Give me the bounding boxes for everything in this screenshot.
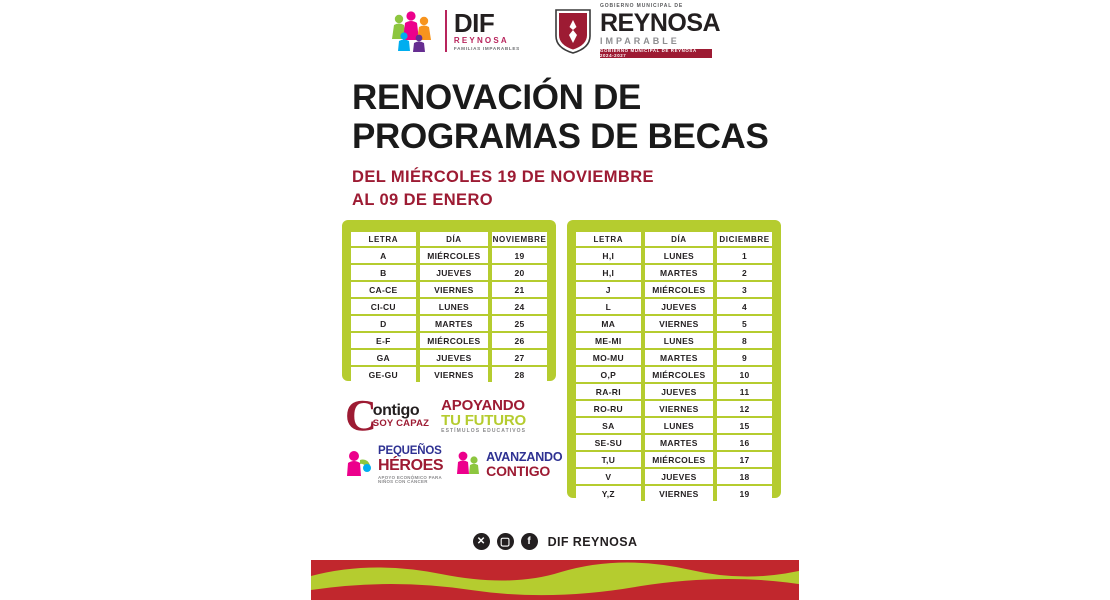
table-row [576, 452, 772, 467]
cell-dia: MIÉRCOLES [418, 333, 491, 348]
column-header-dia: DÍA [418, 232, 491, 246]
cell-fecha: 1 [715, 248, 772, 263]
cell-dia: LUNES [643, 418, 716, 433]
cell-dia: JUEVES [643, 299, 716, 314]
table-row [576, 350, 772, 365]
apoyando-line-2: TU FUTURO [441, 412, 526, 429]
facebook-icon[interactable]: f [521, 533, 538, 550]
apoyando-line-3: ESTÍMULOS EDUCATIVOS [441, 428, 527, 434]
dif-wordmark [445, 10, 520, 52]
cell-fecha: 5 [715, 316, 772, 331]
cell-dia: MIÉRCOLES [418, 248, 491, 263]
cell-dia: JUEVES [643, 469, 716, 484]
table-row [576, 333, 772, 348]
cell-fecha: 21 [490, 282, 547, 297]
cell-letra: SA [576, 418, 643, 433]
cell-dia: LUNES [643, 333, 716, 348]
table-row [576, 384, 772, 399]
cell-fecha: 24 [490, 299, 547, 314]
table-row [351, 248, 547, 263]
date-range-line-2: AL 09 DE ENERO [352, 190, 493, 209]
social-handle: DIF REYNOSA [547, 534, 638, 549]
cell-fecha: 12 [715, 401, 772, 416]
heroes-line-3: APOYO ECONÓMICO PARA NIÑOS CON CÁNCER [378, 474, 442, 484]
program-contigo-soy-capaz [345, 390, 430, 440]
table-row [576, 299, 772, 314]
cell-fecha: 20 [490, 265, 547, 280]
bottom-wave-band [311, 560, 811, 600]
cell-letra: CA-CE [351, 282, 418, 297]
reynosa-sub: IMPARABLE [599, 36, 680, 46]
cell-dia: JUEVES [643, 384, 716, 399]
table-row [351, 316, 547, 331]
cell-fecha: 19 [490, 248, 547, 263]
cell-letra: V [576, 469, 643, 484]
page-title-line-2: PROGRAMAS DE BECAS [352, 117, 769, 157]
cell-fecha: 27 [490, 350, 547, 365]
cell-letra: A [351, 248, 418, 263]
cell-letra: E-F [351, 333, 418, 348]
cell-letra: MA [576, 316, 643, 331]
cell-dia: VIERNES [418, 282, 491, 297]
cell-dia: MIÉRCOLES [643, 452, 716, 467]
cell-letra: H,I [576, 248, 643, 263]
dif-subtitle: REYNOSA [453, 36, 509, 46]
program-avanzando-contigo [455, 449, 562, 482]
cell-letra: SE-SU [576, 435, 643, 450]
cell-fecha: 10 [715, 367, 772, 382]
table-row [351, 265, 547, 280]
date-range-line-1: DEL MIÉRCOLES 19 DE NOVIEMBRE [352, 168, 654, 187]
reynosa-top-line: GOBIERNO MUNICIPAL DE [599, 3, 684, 9]
table-row [576, 367, 772, 382]
heroes-line-2: HÉROES [378, 456, 444, 474]
cell-dia: MARTES [643, 350, 716, 365]
child-hero-icon [345, 448, 373, 483]
cell-letra: GE-GU [351, 367, 418, 382]
column-header-letra: LETRA [351, 232, 418, 246]
table-row [351, 299, 547, 314]
cell-dia: VIERNES [643, 316, 716, 331]
cell-dia: MIÉRCOLES [643, 282, 716, 297]
dif-family-icon [390, 10, 438, 52]
cell-dia: MARTES [643, 435, 716, 450]
cell-fecha: 4 [715, 299, 772, 314]
cell-dia: VIERNES [643, 401, 716, 416]
table-row [576, 418, 772, 433]
table-row [351, 350, 547, 365]
cell-dia: LUNES [643, 248, 716, 263]
table-header-row [351, 232, 547, 246]
cell-dia: MARTES [643, 265, 716, 280]
cell-letra: H,I [576, 265, 643, 280]
program-row-2 [345, 445, 563, 484]
cell-letra: D [351, 316, 418, 331]
dif-tagline: FAMILIAS IMPARABLES [453, 46, 520, 52]
left-gutter [0, 0, 311, 600]
cell-dia: MARTES [418, 316, 491, 331]
cell-letra: RA-RI [576, 384, 643, 399]
schedule-table-diciembre [567, 220, 781, 498]
cell-dia: MIÉRCOLES [643, 367, 716, 382]
cell-fecha: 25 [490, 316, 547, 331]
date-range [352, 166, 772, 211]
cell-dia: JUEVES [418, 350, 491, 365]
cell-fecha: 9 [715, 350, 772, 365]
table-row [351, 282, 547, 297]
cell-fecha: 16 [715, 435, 772, 450]
cell-dia: VIERNES [643, 486, 716, 501]
table-row [576, 486, 772, 501]
cell-letra: L [576, 299, 643, 314]
dif-logo [390, 10, 520, 52]
reynosa-name: REYNOSA [599, 9, 721, 37]
cell-fecha: 19 [715, 486, 772, 501]
page-title-line-1: RENOVACIÓN DE [352, 78, 642, 117]
avanzando-line-1: AVANZANDO [486, 450, 563, 465]
cell-fecha: 17 [715, 452, 772, 467]
cell-letra: MO-MU [576, 350, 643, 365]
heroes-line-1: PEQUEÑOS [378, 445, 442, 457]
cell-fecha: 8 [715, 333, 772, 348]
table-row [351, 367, 547, 382]
column-header-letra: LETRA [576, 232, 643, 246]
table-row [576, 265, 772, 280]
table-row [576, 469, 772, 484]
cell-letra: RO-RU [576, 401, 643, 416]
wheelchair-icon [455, 449, 481, 482]
table-row [576, 248, 772, 263]
cell-letra: Y,Z [576, 486, 643, 501]
cell-letra: J [576, 282, 643, 297]
avanzando-line-2: CONTIGO [486, 463, 551, 480]
table-row [576, 282, 772, 297]
contigo-line-1: ontigo [372, 402, 420, 420]
table-header-row [576, 232, 772, 246]
program-pequenos-heroes [345, 446, 443, 484]
contigo-c-mark: C [345, 390, 377, 440]
apoyando-line-1: APOYANDO [441, 397, 525, 414]
cell-letra: B [351, 265, 418, 280]
title-block [352, 78, 772, 211]
table-row [576, 401, 772, 416]
column-header-mes: DICIEMBRE [715, 232, 772, 246]
cell-fecha: 3 [715, 282, 772, 297]
cell-fecha: 28 [490, 367, 547, 382]
reynosa-logo [554, 4, 720, 58]
cell-letra: O,P [576, 367, 643, 382]
instagram-icon[interactable]: ▢ [497, 533, 514, 550]
cell-fecha: 2 [715, 265, 772, 280]
cell-fecha: 15 [715, 418, 772, 433]
cell-fecha: 26 [490, 333, 547, 348]
column-header-mes: NOVIEMBRE [490, 232, 547, 246]
x-twitter-icon[interactable]: ✕ [473, 533, 490, 550]
cell-letra: T,U [576, 452, 643, 467]
cell-letra: GA [351, 350, 418, 365]
reynosa-wordmark [600, 4, 720, 58]
program-row-1 [345, 390, 560, 440]
cell-dia: JUEVES [418, 265, 491, 280]
cell-letra: CI-CU [351, 299, 418, 314]
contigo-line-2: SOY CAPAZ [372, 418, 430, 430]
right-gutter [799, 0, 1110, 600]
cell-letra: ME-MI [576, 333, 643, 348]
dif-name: DIF [453, 8, 495, 39]
table-row [576, 435, 772, 450]
column-header-dia: DÍA [643, 232, 716, 246]
table-row [351, 333, 547, 348]
reynosa-shield-icon [554, 8, 592, 54]
schedule-table-noviembre [342, 220, 556, 381]
program-apoyando-tu-futuro [441, 398, 526, 434]
cell-dia: LUNES [418, 299, 491, 314]
cell-dia: VIERNES [418, 367, 491, 382]
table-row [576, 316, 772, 331]
cell-fecha: 18 [715, 469, 772, 484]
program-logos [345, 390, 563, 503]
cell-fecha: 11 [715, 384, 772, 399]
reynosa-band: GOBIERNO MUNICIPAL DE REYNOSA 2024-2027 [600, 49, 712, 58]
